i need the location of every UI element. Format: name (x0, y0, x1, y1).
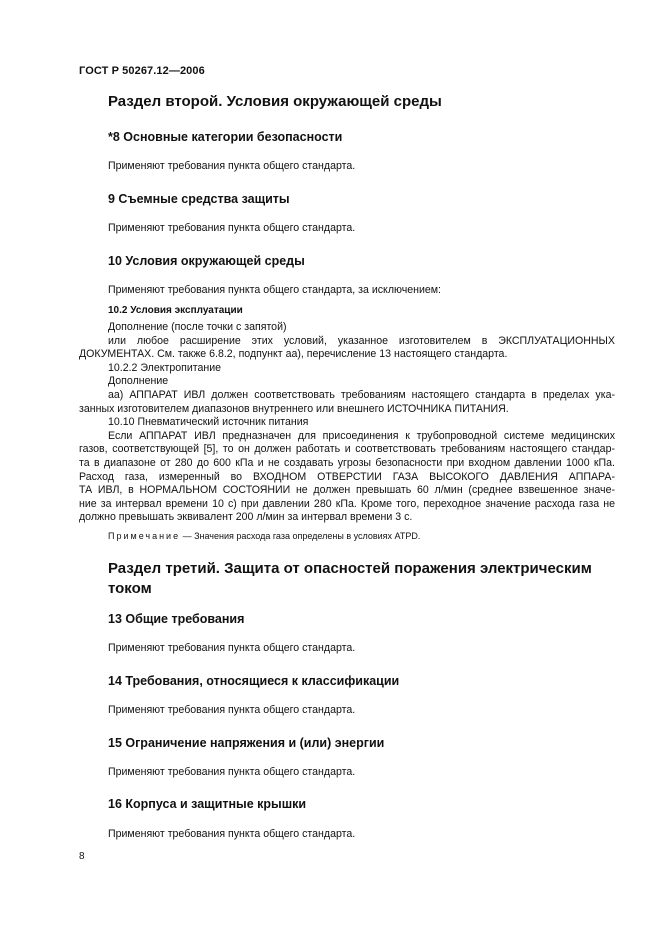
section-14-text: Применяют требования пункта общего стандарта. (108, 704, 356, 716)
text-line: Дополнение (после точки с запятой) (108, 321, 287, 333)
part-three-title: Раздел третий. Защита от опасностей поражения электрическим током (108, 560, 592, 597)
text-line: Если АППАРАТ ИВЛ предназначен для присоединения к трубопроводной системе медицинских (108, 429, 615, 442)
section-10-title: 10 Условия окружающей среды (108, 254, 305, 268)
section-15-title: 15 Ограничение напряжения и (или) энергии (108, 736, 385, 750)
subsection-10-2-title: 10.2 Условия эксплуатации (108, 305, 243, 316)
text-line: аа) АППАРАТ ИВЛ должен соответствовать требованиям настоящего стандарта в пределах ука- (108, 388, 615, 401)
section-16-title: 16 Корпуса и защитные крышки (108, 797, 307, 811)
section-8-text: Применяют требования пункта общего стандарта. (108, 160, 356, 172)
text-line: Расход газа, измеренный во ВХОДНОМ ОТВЕРСТИИ ГАЗА ВЫСОКОГО ДАВЛЕНИЯ АППАРА- (79, 470, 615, 483)
note-label: Примечание (108, 531, 181, 541)
text-line: или любое расширение этих условий, указанное изготовителем в ЭКСПЛУАТАЦИОННЫХ (108, 334, 615, 347)
section-10-body (79, 321, 615, 525)
section-13-text: Применяют требования пункта общего стандарта. (108, 642, 356, 654)
document-header: ГОСТ Р 50267.12—2006 (79, 65, 205, 77)
page-number: 8 (79, 851, 85, 862)
section-9-text: Применяют требования пункта общего стандарта. (108, 222, 356, 234)
text-line: Дополнение (108, 375, 169, 388)
section-16-text: Применяют требования пункта общего стандарта. (108, 828, 356, 840)
text-line: та в диапазоне от 280 до 600 кПа и не создавать угрозы безопасности при входном давлении 1000 кПа. (79, 456, 615, 469)
text-line: ние за интервал времени 10 с) при давлении 280 кПа. Кроме того, переходное значение расхода газа не (79, 497, 615, 510)
text-line: газов, соответствующей [5], то он должен работать и соответствовать требованиям настоящего стандар- (79, 443, 615, 456)
text-line: занных изготовителем диапазонов внутреннего или внешнего ИСТОЧНИКА ПИТАНИЯ. (79, 402, 509, 415)
section-15-text: Применяют требования пункта общего стандарта. (108, 766, 356, 778)
section-10-intro: Применяют требования пункта общего стандарта, за исключением: (108, 284, 442, 296)
note (108, 531, 420, 541)
text-line: ТА ИВЛ, в НОРМАЛЬНОМ СОСТОЯНИИ не должен превышать 60 л/мин (среднее взвешенное значе- (79, 484, 615, 497)
section-13-title: 13 Общие требования (108, 612, 245, 626)
text-line: 10.2.2 Электропитание (108, 361, 222, 374)
text-line: ДОКУМЕНТАХ. См. также 6.8.2, подпункт аа), перечисление 13 настоящего стандарта. (79, 348, 508, 361)
section-8-title: *8 Основные категории безопасности (108, 130, 343, 144)
text-line: 10.10 Пневматический источник питания (108, 416, 309, 429)
note-text: — Значения расхода газа определены в условиях АТРD. (180, 531, 421, 541)
section-14-title: 14 Требования, относящиеся к классификации (108, 674, 400, 688)
section-9-title: 9 Съемные средства защиты (108, 192, 290, 206)
part-two-title: Раздел второй. Условия окружающей среды (108, 93, 442, 110)
text-line: должно превышать эквивалент 200 л/мин за интервал времени 3 с. (79, 511, 413, 524)
